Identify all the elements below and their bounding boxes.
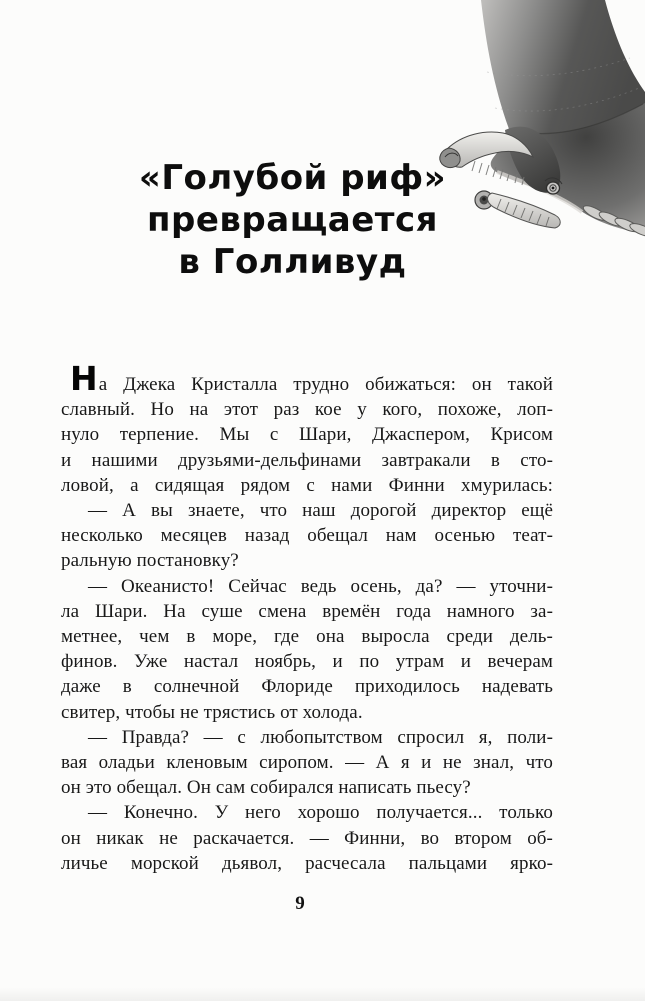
text-line: он это обещал. Он сам собирался написать пьесу? — [61, 777, 471, 799]
chapter-title — [55, 157, 530, 283]
text-line: вая оладьи кленовым сиропом. — А я и не знал, что — [61, 752, 553, 774]
text-line: несколько месяцев назад обещал нам осенью теат- — [61, 525, 553, 547]
initial-letter: Н — [70, 359, 98, 398]
chapter-title-line-3: в Голливуд — [178, 242, 407, 282]
text-line: ловой, а сидящая рядом с нами Финни хмурилась: — [61, 474, 553, 496]
manta-eye-pupil — [552, 187, 555, 190]
text-line: даже в солнечной Флориде приходилось надевать — [61, 676, 553, 698]
text-line: ральную постановку? — [61, 550, 239, 572]
text-line: финов. Уже настал ноябрь, и по утрам и вечерам — [61, 651, 553, 673]
manta-wing — [481, 0, 645, 134]
chapter-title-line-1: «Голубой риф» — [138, 158, 447, 198]
paragraph — [61, 800, 553, 876]
text-line: свитер, чтобы не трястись от холода. — [61, 701, 363, 723]
text-line: На Джека Кристалла трудно обижаться: он такой — [70, 359, 553, 398]
text-line: и нашими друзьями-дельфинами завтракали в сто- — [61, 449, 553, 471]
text-line: славный. Но на этот раз кое у кого, похоже, лоп- — [61, 399, 553, 421]
text-line: — Конечно. У него хорошо получается... только — [88, 802, 553, 824]
paragraph — [61, 725, 553, 801]
chapter-text — [61, 359, 553, 876]
text-line: — Океанисто! Сейчас ведь осень, да? — уточни- — [88, 575, 553, 597]
text-line: личье морской дьявол, расчесала пальцами ярко- — [61, 852, 553, 874]
text-line: нуло терпение. Мы с Шари, Джаспером, Крисом — [61, 424, 553, 446]
text-line: ла Шари. На суше смена времён года намного за- — [61, 600, 553, 622]
paragraph — [61, 498, 553, 574]
text-line: метнее, чем в море, где она выросла среди дель- — [61, 626, 553, 648]
text-line: — А вы знаете, что наш дорогой директор ещё — [88, 500, 553, 522]
text-line: — Правда? — с любопытством спросил я, поли- — [88, 726, 553, 748]
text-line: он никак не раскачается. — Финни, во втором об- — [61, 827, 553, 849]
paragraph — [61, 359, 553, 498]
page-number: 9 — [295, 893, 305, 914]
paragraph — [61, 574, 553, 725]
chapter-title-line-2: превращается — [147, 200, 438, 240]
